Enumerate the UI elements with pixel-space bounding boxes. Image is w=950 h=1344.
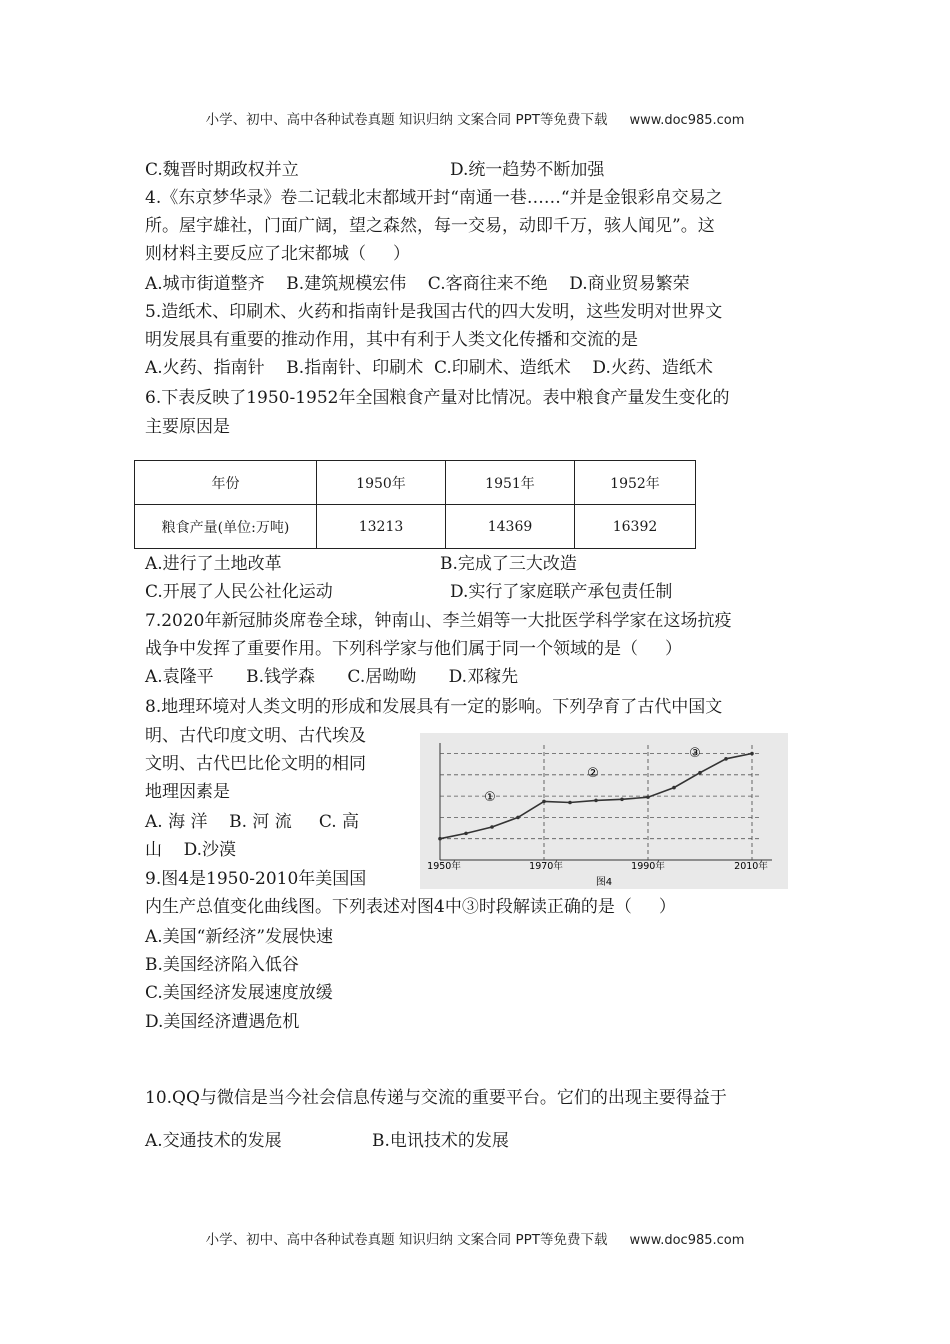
period-marker-1: ① [484,790,496,805]
period-marker-2: ② [587,766,599,781]
option-10b: B.电讯技术的发展 [372,1131,509,1151]
page-header-bottom [0,1228,950,1248]
period-marker-3: ③ [689,746,701,761]
gdp-data-point [698,771,702,775]
gdp-data-point [464,832,468,836]
gdp-chart [420,733,788,889]
table-cell: 14369 [446,505,575,549]
option-9c: C.美国经济发展速度放缓 [145,983,333,1003]
option-9a: A.美国“新经济”发展快速 [145,927,334,947]
table-row [135,461,696,505]
table-row [135,505,696,549]
table-cell: 1952年 [575,461,696,505]
table-cell: 16392 [575,505,696,549]
question-8-options-2: 山 D.沙漠 [145,840,237,860]
gdp-data-point [750,752,754,756]
option-6d: D.实行了家庭联产承包责任制 [450,582,673,602]
grain-output-table [134,460,696,549]
header-site: www.doc985.com [629,113,745,128]
option-10a: A.交通技术的发展 [145,1131,282,1151]
gdp-data-point [490,825,494,829]
question-7-line2: 战争中发挥了重要作用。下列科学家与他们属于同一个领域的是（ ） [145,639,683,659]
x-tick-label: 1950年 [427,861,461,872]
option-6c: C.开展了人民公社化运动 [145,582,333,602]
table-cell: 1951年 [446,461,575,505]
footer-site: www.doc985.com [629,1233,745,1248]
table-cell: 年份 [135,461,317,505]
gdp-data-point [516,816,520,820]
x-tick-label: 2010年 [734,861,768,872]
gdp-data-point [594,799,598,803]
question-8-options-1: A. 海 洋 B. 河 流 C. 高 [145,812,360,832]
question-4-line2: 所。屋宇雄社，门面广阔，望之森然，每一交易，动即千万，骇人闻见”。这 [145,216,715,236]
gdp-data-point [724,757,728,761]
question-10-line1: 10.QQ与微信是当今社会信息传递与交流的重要平台。它们的出现主要得益于 [145,1088,727,1108]
gdp-data-point [438,837,442,841]
figure-background [420,733,788,889]
option-3c: C.魏晋时期政权并立 [145,160,299,180]
question-4-line3: 则材料主要反应了北宋都城（ ） [145,244,411,264]
gdp-data-point [646,795,650,799]
question-7-line1: 7.2020年新冠肺炎席卷全球，钟南山、李兰娟等一大批医学科学家在这场抗疫 [145,611,732,631]
question-5-options: A.火药、指南针 B.指南针、印刷术 C.印刷术、造纸术 D.火药、造纸术 [145,358,713,378]
page-header-top [0,108,950,128]
footer-categories: 小学、初中、高中各种试卷真题 知识归纳 文案合同 PPT等免费下载 [205,1232,608,1248]
x-tick-label: 1970年 [529,861,563,872]
question-4-line1: 4.《东京梦华录》卷二记载北末都域开封“南通一巷……“并是金银彩帛交易之 [145,188,723,208]
option-3d: D.统一趋势不断加强 [450,160,605,180]
question-8-line3: 文明、古代巴比伦文明的相同 [145,754,366,774]
gdp-data-point [542,800,546,804]
gdp-data-point [672,786,676,790]
question-8-line4: 地理因素是 [145,782,230,802]
x-tick-label: 1990年 [631,861,665,872]
question-7-options: A.袁隆平 B.钱学森 C.居呦呦 D.邓稼先 [145,667,519,687]
table-cell: 1950年 [317,461,446,505]
question-6-line1: 6.下表反映了1950-1952年全国粮食产量对比情况。表中粮食产量发生变化的 [145,388,730,408]
option-6a: A.进行了土地改革 [145,554,282,574]
question-4-options: A.城市街道整齐 B.建筑规模宏伟 C.客商往来不绝 D.商业贸易繁荣 [145,274,690,294]
question-5-line1: 5.造纸术、印刷术、火药和指南针是我国古代的四大发明，这些发明对世界文 [145,302,723,322]
question-8-line1: 8.地理环境对人类文明的形成和发展具有一定的影响。下列孕育了古代中国文 [145,697,723,717]
option-9b: B.美国经济陷入低谷 [145,955,299,975]
question-9-line1: 9.图4是1950-2010年美国国 [145,869,367,889]
option-9d: D.美国经济遭遇危机 [145,1012,300,1032]
question-6-line2: 主要原因是 [145,417,230,437]
option-6b: B.完成了三大改造 [440,554,577,574]
table-cell: 13213 [317,505,446,549]
gdp-data-point [620,798,624,802]
gdp-figure-4 [420,733,788,889]
header-categories: 小学、初中、高中各种试卷真题 知识归纳 文案合同 PPT等免费下载 [205,112,608,128]
question-9-line2: 内生产总值变化曲线图。下列表述对图4中③时段解读正确的是（ ） [145,897,676,917]
gdp-data-point [568,801,572,805]
question-5-line2: 明发展具有重要的推动作用，其中有利于人类文化传播和交流的是 [145,330,638,350]
figure-caption: 图4 [595,877,613,888]
question-8-line2: 明、古代印度文明、古代埃及 [145,726,366,746]
table-cell: 粮食产量(单位:万吨) [135,505,317,549]
